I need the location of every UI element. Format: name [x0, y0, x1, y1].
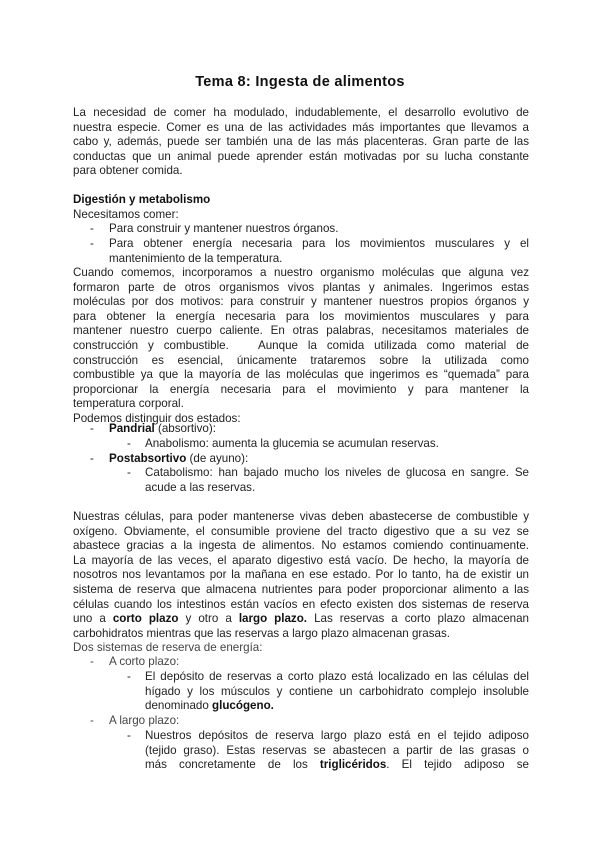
systems-intro: Dos sistemas de reserva de energía: — [73, 641, 263, 655]
intro-line: cabo y, además, puede ser también una de las más placenteras. Gran parte de las — [73, 135, 529, 149]
bullet-dash: - — [90, 452, 94, 465]
list-item — [90, 222, 529, 237]
intro-line: La necesidad de comer ha modulado, indudablemente, el desarrollo evolutivo de — [73, 106, 529, 119]
text-run: . El tejido adiposo se — [386, 758, 529, 772]
reserve-sub-text: hígado y los músculos y contiene un carbohidrato complejo insoluble — [145, 684, 529, 698]
state-sub-item — [127, 466, 529, 495]
reserve-sub-item — [127, 670, 529, 714]
paragraph-line: temperatura corporal. — [73, 397, 184, 411]
reserve-item-long — [90, 714, 179, 729]
bullet-dash: - — [127, 466, 131, 479]
paragraph-line: La mayoría de las veces, el aparato digestivo está vacío. De hecho, la mayoría de — [73, 553, 529, 567]
reserve-item-short — [90, 655, 179, 670]
state-sub-item — [127, 437, 439, 452]
intro-line: conductas que un animal puede aprender están motivadas por su lucha constante — [73, 149, 529, 163]
bullet-dash: - — [90, 714, 94, 727]
paragraph-line: proporcionar la energía necesaria para el movimiento y para mantener la — [73, 382, 529, 396]
state-sub-text: acude a las reservas. — [145, 480, 256, 494]
state-sub-text: Anabolismo: aumenta la glucemia se acumulan reservas. — [145, 437, 439, 450]
paragraph-line: moléculas por dos motivos: para construir y mantener nuestros propios órganos y — [73, 295, 529, 309]
section-digestion — [73, 193, 529, 222]
bullet-dash: - — [127, 670, 131, 683]
paragraph-line: nosotros nos levantamos por la mañana en ese estado. Por lo tanto, ha de existir un — [73, 568, 529, 582]
intro-line: nuestra especie. Comer es una de las actividades más importantes que llevamos a — [73, 120, 529, 134]
paragraph-line: formaron parte de otros organismos vivos plantas y animales. Ingerimos estas — [73, 280, 529, 294]
paragraph-line: mantener nuestro cuerpo caliente. En otras palabras, necesitamos materiales de — [73, 324, 529, 338]
section2-paragraph — [73, 510, 529, 656]
paragraph-line: sistema de reserva que almacena nutrientes para poder proporcionar alimento a las — [73, 582, 529, 596]
bullet-dash: - — [90, 422, 94, 435]
bullet-dash: - — [90, 655, 94, 668]
paragraph-line: oxígeno. Obviamente, el consumible proviene del tracto digestivo que a su vez se — [73, 524, 529, 538]
list-item-text: Para obtener energía necesaria para los movimientos musculares y el — [109, 237, 529, 250]
state-name: Pandrial — [109, 422, 155, 435]
bold-term: triglicéridos — [319, 758, 387, 772]
section-heading: Digestión y metabolismo — [73, 193, 211, 206]
bullet-dash: - — [90, 222, 94, 235]
text-run: y otro a — [178, 612, 239, 626]
paragraph-line: construcción y combustible. Aunque la comida utilizada como material de — [73, 338, 529, 352]
state-item-pandrial — [90, 422, 216, 437]
state-name: Postabsortivo — [109, 452, 187, 465]
list-item — [90, 237, 529, 266]
paragraph-line: carbohidratos mientras que las reservas a largo plazo almacenan grasas. — [73, 626, 450, 640]
reserve-sub-text — [145, 758, 529, 773]
intro-paragraph — [73, 106, 529, 179]
section1-paragraph — [73, 266, 529, 427]
reserve-label: A largo plazo: — [109, 714, 180, 727]
paragraph-line — [73, 612, 529, 627]
reserve-label: A corto plazo: — [109, 655, 180, 668]
reserve-sub-text — [145, 699, 529, 714]
paragraph-line: construcción es esencial, únicamente trataremos sobre la utilizada como — [73, 353, 529, 367]
paragraph-line: para obtener la energía necesaria para los movimientos musculares y para — [73, 309, 529, 323]
list-item-text: mantenimiento de la temperatura. — [109, 251, 283, 265]
paragraph-line: combustible ya que la mayoría de las moléculas que ingerimos es “quemada” para — [73, 368, 529, 382]
need-intro: Necesitamos comer: — [73, 207, 179, 221]
reserve-sub-text: (tejido graso). Estas reservas se abastecen a partir de las grasas o — [145, 743, 529, 757]
reserve-sub-text: El depósito de reservas a corto plazo está localizado en las células del — [145, 670, 529, 683]
intro-line: para obtener comida. — [73, 164, 183, 178]
text-run: Las reservas a corto plazo almacenan — [307, 612, 530, 626]
text-run: más concretamente de los — [145, 758, 320, 772]
bullet-dash: - — [127, 729, 131, 742]
state-note: (absortivo): — [154, 422, 216, 435]
paragraph-line: Nuestras células, para poder mantenerse vivas deben abastecerse de combustible y — [73, 510, 529, 523]
reserve-sub-item — [127, 729, 529, 773]
paragraph-line: Cuando comemos, incorporamos a nuestro organismo moléculas que alguna vez — [73, 266, 529, 279]
states-intro: Podemos distinguir dos estados: — [73, 411, 241, 425]
bullet-dash: - — [90, 237, 94, 250]
page-title: Tema 8: Ingesta de alimentos — [195, 74, 405, 90]
state-item-postabsortivo — [90, 452, 248, 467]
list-item-text: Para construir y mantener nuestros órganos. — [109, 222, 339, 235]
paragraph-line: células cuando los intestinos están vacíos en efecto existen dos sistemas de reserva — [73, 597, 529, 611]
bold-term: glucógeno. — [212, 699, 274, 713]
bold-term: corto plazo — [112, 612, 179, 626]
text-run: denominado — [145, 699, 213, 713]
text-run: uno a — [73, 612, 113, 626]
paragraph-line: abastece gracias a la ingesta de alimentos. No estamos comiendo continuamente. — [73, 539, 529, 553]
state-note: (de ayuno): — [186, 452, 249, 465]
reserve-sub-text: Nuestros depósitos de reserva largo plazo está en el tejido adiposo — [145, 729, 529, 742]
bullet-dash: - — [127, 437, 131, 450]
state-sub-text: Catabolismo: han bajado mucho los niveles de glucosa en sangre. Se — [145, 466, 529, 479]
bold-term: largo plazo. — [238, 612, 308, 626]
